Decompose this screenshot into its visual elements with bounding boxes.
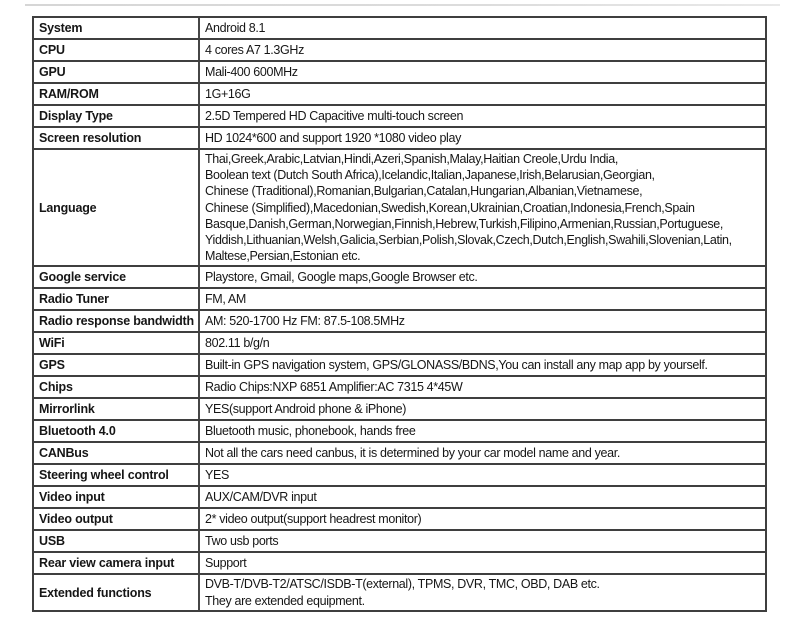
value-line: Basque,Danish,German,Norwegian,Finnish,Hebrew,Turkish,Filipino,Armenian,Russian,Portuguese, [205, 216, 723, 231]
row-value [200, 40, 765, 60]
row-value [200, 377, 765, 397]
table-row [34, 465, 765, 487]
value-line: Android 8.1 [205, 20, 266, 35]
row-value [200, 18, 765, 38]
table-row [34, 40, 765, 62]
row-value [200, 531, 765, 551]
row-label: Language [34, 150, 200, 265]
table-row [34, 355, 765, 377]
value-line: YES(support Android phone & iPhone) [205, 402, 407, 417]
row-label: Google service [34, 267, 200, 287]
row-label: Rear view camera input [34, 553, 200, 573]
table-row [34, 377, 765, 399]
table-row [34, 421, 765, 443]
row-label: Display Type [34, 106, 200, 126]
table-row [34, 509, 765, 531]
value-line: Playstore, Gmail, Google maps,Google Browser etc. [205, 270, 478, 285]
row-value [200, 487, 765, 507]
scan-artifact-line [25, 4, 780, 6]
value-line: Chinese (Simplified),Macedonian,Swedish,Korean,Ukrainian,Croatian,Indonesia,French,Spain [205, 200, 695, 215]
row-label: CPU [34, 40, 200, 60]
value-line: They are extended equipment. [205, 593, 365, 608]
row-label: Video input [34, 487, 200, 507]
row-value [200, 509, 765, 529]
row-value [200, 150, 765, 265]
table-row [34, 267, 765, 289]
row-value [200, 311, 765, 331]
spec-table [32, 16, 767, 612]
value-line: Mali-400 600MHz [205, 64, 298, 79]
value-line: FM, AM [205, 292, 246, 307]
row-label: System [34, 18, 200, 38]
row-value [200, 128, 765, 148]
table-row [34, 84, 765, 106]
table-row [34, 106, 765, 128]
row-label: Mirrorlink [34, 399, 200, 419]
row-label: GPU [34, 62, 200, 82]
value-line: Thai,Greek,Arabic,Latvian,Hindi,Azeri,Spanish,Malay,Haitian Creole,Urdu India, [205, 152, 618, 166]
row-value [200, 399, 765, 419]
value-line: 1G+16G [205, 86, 251, 101]
value-line: 802.11 b/g/n [205, 336, 270, 351]
value-line: Maltese,Persian,Estonian etc. [205, 249, 361, 264]
row-label: RAM/ROM [34, 84, 200, 104]
row-label: WiFi [34, 333, 200, 353]
table-row [34, 399, 765, 421]
table-row [34, 443, 765, 465]
row-value [200, 333, 765, 353]
table-row [34, 487, 765, 509]
value-line: 4 cores A7 1.3GHz [205, 42, 304, 57]
row-value [200, 443, 765, 463]
row-value [200, 106, 765, 126]
value-line: AM: 520-1700 Hz FM: 87.5-108.5MHz [205, 314, 405, 329]
row-label: GPS [34, 355, 200, 375]
row-label: Extended functions [34, 575, 200, 609]
row-value [200, 465, 765, 485]
row-label: Radio Tuner [34, 289, 200, 309]
table-row [34, 62, 765, 84]
value-line: Not all the cars need canbus, it is determined by your car model name and year. [205, 446, 620, 461]
table-row [34, 531, 765, 553]
row-value [200, 84, 765, 104]
row-value [200, 553, 765, 573]
table-row [34, 553, 765, 575]
table-row [34, 289, 765, 311]
value-line: DVB-T/DVB-T2/ATSC/ISDB-T(external), TPMS, DVR, TMC, OBD, DAB etc. [205, 577, 600, 592]
table-row [34, 333, 765, 355]
table-row [34, 311, 765, 333]
value-line: Bluetooth music, phonebook, hands free [205, 424, 416, 439]
row-label: Radio response bandwidth [34, 311, 200, 331]
row-label: Steering wheel control [34, 465, 200, 485]
row-label: Video output [34, 509, 200, 529]
row-value [200, 267, 765, 287]
row-value [200, 289, 765, 309]
value-line: 2* video output(support headrest monitor) [205, 512, 422, 527]
value-line: Chinese (Traditional),Romanian,Bulgarian,Catalan,Hungarian,Albanian,Vietnamese, [205, 184, 643, 199]
row-label: USB [34, 531, 200, 551]
row-label: Chips [34, 377, 200, 397]
value-line: Two usb ports [205, 534, 279, 549]
row-value [200, 575, 765, 609]
row-label: Screen resolution [34, 128, 200, 148]
value-line: Yiddish,Lithuanian,Welsh,Galicia,Serbian,Polish,Slovak,Czech,Dutch,English,Swahili,Slovenian,Latin, [205, 233, 732, 248]
table-row [34, 128, 765, 150]
value-line: YES [205, 468, 229, 483]
row-label: CANBus [34, 443, 200, 463]
row-value [200, 421, 765, 441]
row-value [200, 62, 765, 82]
row-label: Bluetooth 4.0 [34, 421, 200, 441]
value-line: 2.5D Tempered HD Capacitive multi-touch screen [205, 108, 464, 123]
value-line: HD 1024*600 and support 1920 *1080 video play [205, 130, 461, 145]
row-value [200, 355, 765, 375]
table-row [34, 150, 765, 267]
value-line: Built-in GPS navigation system, GPS/GLONASS/BDNS,You can install any map app by yourself. [205, 358, 708, 373]
table-row [34, 575, 765, 609]
table-row [34, 18, 765, 40]
value-line: Radio Chips:NXP 6851 Amplifier:AC 7315 4*45W [205, 380, 463, 395]
value-line: Support [205, 556, 247, 571]
value-line: Boolean text (Dutch South Africa),Icelandic,Italian,Japanese,Irish,Belarusian,Georgian, [205, 168, 655, 183]
value-line: AUX/CAM/DVR input [205, 490, 317, 505]
